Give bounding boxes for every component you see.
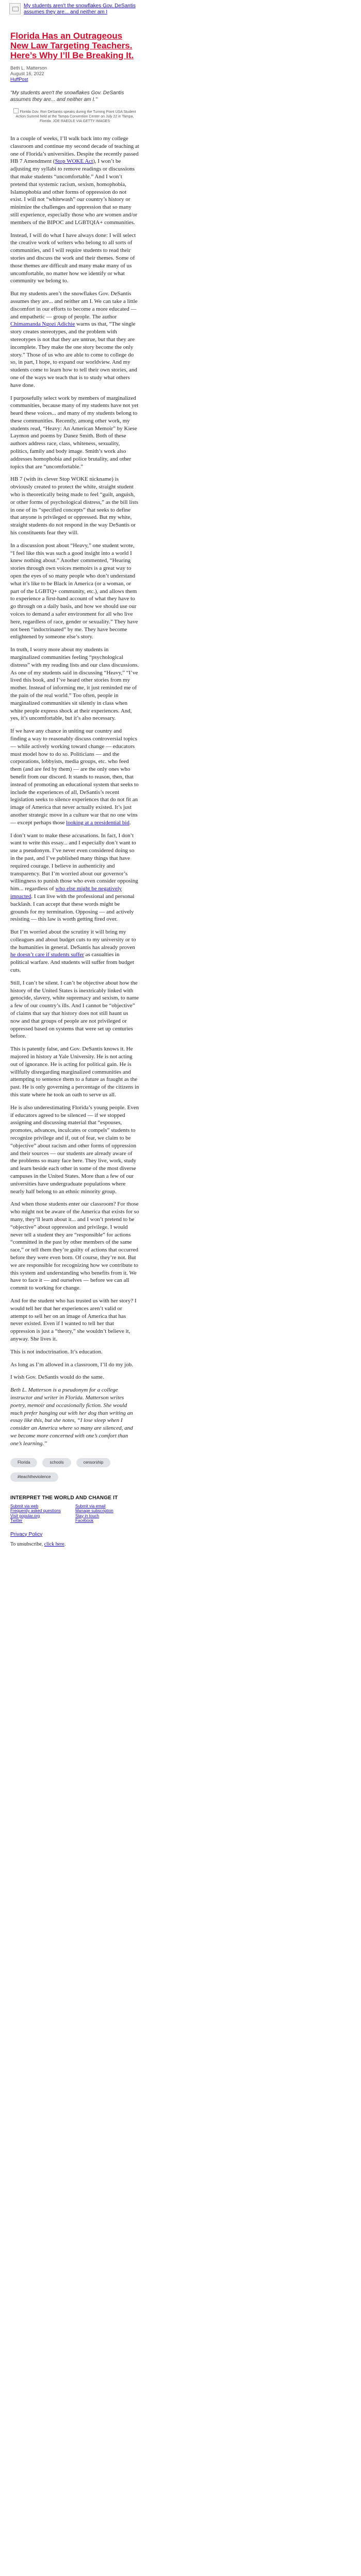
paragraph-text: as casualties in political warfare. And students will suffer from budget cuts.: [10, 952, 134, 974]
unsubscribe-line: [10, 1541, 361, 1547]
inline-link[interactable]: looking at a presidential bid: [66, 819, 129, 826]
article-lede: "My students aren't the snowflakes Gov. DeSantis assumes they are... and neither am I.": [10, 90, 124, 103]
paragraph-text: I wish Gov. DeSantis would do the same.: [10, 1374, 104, 1381]
paragraph-text: This is not indoctrination. It’s education.: [10, 1348, 103, 1355]
article-paragraph: [10, 1104, 139, 1196]
unsubscribe-link[interactable]: click here: [44, 1541, 64, 1547]
tag-pill[interactable]: schools: [42, 1458, 71, 1467]
article-paragraph: [10, 727, 139, 826]
tag-pill[interactable]: censorship: [76, 1458, 111, 1467]
photo-caption-text: Florida Gov. Ron DeSantis speaks during the Turning Point USA Student Action Summit held at the Tampa Convention Center on July 22 in Tampa, Florida. JOE RAEDLE VIA GETTY IMAGES: [15, 110, 136, 123]
paragraph-text: Still, I can’t be silent. I can’t be objective about how the history of the United States is inextricably linked with genocide, slavery, white supremacy and sexism, to name a few of our country’s ills. And I cannot be “objective” of claims that say that history does not still haunt us now and that groups of people are not privileged or oppressed based on systems that were set up centuries before.: [10, 979, 139, 1040]
headline-link[interactable]: My students aren't the snowflakes Gov. DeSantis assumes they are... and neither am I: [24, 3, 136, 15]
article-paragraph: [10, 979, 139, 1040]
paragraph-text: .: [129, 819, 131, 826]
unsubscribe-prefix: To unsubscribe,: [10, 1541, 44, 1547]
paragraph-text: And when those students enter our classroom? For those who might not be aware of the America that exists for so many, they’ll learn about it... and I won’t pretend to be “objective” about oppression and privilege. I would never tell a student they are “responsible” for actions “committed in the past by other members of the same race,” or tell them they’re guilty of actions that occurred before they were even born. Of course, they’re not. But we are responsible for recognizing how we contribute to this system and understanding who benefits from it. We have to face it — and ourselves — before we can all commit to working for change.: [10, 1201, 139, 1292]
paragraph-text: This is patently false, and Gov. DeSantis knows it. He majored in history at Yale University. He is not acting out of ignorance. He is acting for political gain. He is willfully disregarding marginalized communities and attempting to sentence them to a future as fraught as the past. He is only governing a percentage of the citizens in this state where he took an oath to serve us all.: [10, 1046, 139, 1098]
broken-image-icon: [13, 108, 19, 113]
paragraph-text: I don’t want to make these accusations. In fact, I don’t want to write this essay... and I especially don’t want to use a pseudonym. I’ve never even considered doing so in the past, and I’ve published many things that have required courage. I believe in authenticity and transparency. But I’m worried about our governor’s willingness to punish those who even consider opposing him... regardless of: [10, 832, 138, 892]
author-name: Beth L. Matterson: [10, 65, 47, 71]
article-paragraph: [10, 1348, 139, 1356]
footer-link[interactable]: Submit via web: [10, 1503, 39, 1509]
privacy-policy-link[interactable]: Privacy Policy: [10, 1531, 43, 1537]
footer-link[interactable]: Stay in touch: [75, 1513, 100, 1518]
article-paragraph: [10, 232, 139, 285]
footer-link[interactable]: Visit popular.org: [10, 1513, 40, 1518]
publish-date: August 16, 2022: [10, 71, 44, 76]
paragraph-text: In truth, I worry more about my students in marginalized communities feeling “psychological distress” with my reading lists and our class discussions. As one of my students said in discussing “Heavy,” “I’ve lived this book, and I’ve heard other stories from my mother. Instead of informing me, it just reminded me of the pain of the real world.” Too often, people in marginalized communities sit silently in class when white people express shock at their experiences. And, yes, it’s uncomfortable, but it’s also necessary.: [10, 647, 139, 722]
paragraph-text: In a couple of weeks, I’ll walk back into my college classroom and continue my second decade of teaching at one of Florida’s universities. Despite the recently passed HB 7 Amendment (: [10, 135, 139, 165]
tag-pill[interactable]: #teachtheviolence: [10, 1472, 58, 1482]
article-body: [10, 135, 139, 1381]
author-bio: Beth L. Matterson is a pseudonym for a college instructor and writer in Florida. Matterson writes poetry, memoir and occasionally fiction. She would much prefer hanging out with her dog than writing an essay like this, but she notes, “I lose sleep when I consider an America where so many are silenced, and we become more concerned with one’s comfort than one’s learning.”: [10, 1387, 133, 1447]
paragraph-text: But I’m worried about the scrutiny it will bring my colleagues and about budget cuts to my university or to the humanities in general. DeSantis has already proven: [10, 929, 136, 951]
footer-link[interactable]: Manage subscription: [75, 1509, 113, 1513]
photo-caption: [10, 108, 139, 124]
article-paragraph: [10, 395, 139, 471]
footer-link[interactable]: Frequently asked questions: [10, 1509, 61, 1513]
paragraph-text: HB 7 (with its clever Stop WOKE nickname) is obviously created to protect the white, straight student who is theoretically being made to feel “guilt, anguish, or other forms of psychological distress,” as the bill lists in one of its “specified concepts” that seeks to define that anyone is privileged or oppressed. But my white, straight students do not respond in the way DeSantis or his constituents fear they will.: [10, 476, 139, 536]
footer-heading: INTERPRET THE WORLD AND CHANGE IT: [10, 1495, 118, 1501]
article-paragraph: [10, 542, 139, 641]
source-link[interactable]: HuffPost: [10, 77, 28, 82]
paragraph-text: ), I won’t be adjusting my syllabi to remove readings or discussions that make students “uncomfortable.” And I won’t pretend that systemic racism, sexism, homophobia, Islamophobia and other forms of oppression do not exist. I will not “whitewash” our country’s history or minimize the challenges and oppression that so many still experience, especially those who are women and/or members of the BIPOC and LGBTQIA+ communities.: [10, 158, 138, 226]
inline-link[interactable]: Stop WOKE Act: [55, 158, 93, 165]
paragraph-text: If we have any chance in uniting our country and finding a way to reasonably discuss controversial topics — while actively working toward change — educators must model how to do so. Politicians — and the corporations, lobbyists, media groups, etc. who feed them (and are fed by them) — are the only ones who benefit from our discord. It stands to reason, then, that instead of promoting an educational system that seeks to include the experiences of all, DeSantis’s recent legislation seeks to silence experiences that do not fit an image of America that never actually existed. It’s just another strategic move in a culture war that no one wins — except perhaps those: [10, 728, 139, 826]
paragraph-text: But my students aren’t the snowflakes Gov. DeSantis assumes they are... and neither am I. We can take a little discomfort in our efforts to become a more educated — and empathetic — group of people. The author: [10, 291, 138, 320]
paragraph-text: I purposefully select work by members of marginalized communities, because many of my students have not yet heard these voices... and many of my students belong to these communities. Recently, among other work, my students read, “Heavy: An American Memoir” by Kiese Laymon and poems by Danez Smith. Both of these authors address race, class, whiteness, sexuality, politics, family and body image. Smith’s work also addresses homophobia and police brutality, and other topics that are “uncomfortable.”: [10, 395, 139, 470]
paragraph-text: Instead, I will do what I have always done: I will select the creative work of writers who belong to all sorts of communities, and I will require students to read their stories and discuss the work and their themes. Some of those themes are difficult and many make many of us uncomfortable, no matter how we identify or what community we belong to.: [10, 232, 136, 284]
article-paragraph: [10, 1361, 139, 1369]
paragraph-text: As long as I’m allowed in a classroom, I’ll do my job.: [10, 1361, 133, 1368]
byline: [10, 65, 139, 82]
inline-link[interactable]: who else might be negatively impacted: [10, 886, 122, 900]
footer-link[interactable]: Twitter: [10, 1518, 23, 1523]
image-placeholder-icon: [9, 3, 21, 14]
tag-list: [10, 1457, 134, 1486]
article-title[interactable]: Florida Has an Outrageous New Law Targeting Teachers. Here’s Why I’ll Be Breaking It.: [10, 31, 134, 60]
email-header: [0, 0, 361, 31]
inline-link[interactable]: Chimamanda Ngozi Adichie: [10, 321, 75, 328]
footer-link[interactable]: Facebook: [75, 1518, 94, 1523]
paragraph-text: In a discussion post about “Heavy,” one student wrote, “I feel like this was such a good insight into a world I knew nothing about.” Another commented, “Hearing stories through own voices memoirs is a great way to open the eyes of so many people who don’t understand what it’s like to be Black in America (or a woman, or part of the LGBTQ+ community, etc.), and allows them to experience a first-hand account of what they have to go through on a daily basis, and how we should use our voices to demand a safer environment for all who live here, regardless of race, gender or sexuality.” They have not been “indoctrinated” by me. They have become enlightened by someone else’s story.: [10, 542, 138, 640]
article-paragraph: [10, 1200, 139, 1292]
article-paragraph: [10, 1045, 139, 1099]
article-paragraph: [10, 646, 139, 722]
footer-links: [10, 1504, 134, 1523]
article: [10, 31, 139, 1486]
footer: [10, 1495, 134, 1523]
article-paragraph: [10, 476, 139, 536]
footer-link[interactable]: Submit via email: [75, 1503, 106, 1509]
paragraph-text: warns us that, “The single story creates stereotypes, and the problem with stereotypes is not that they are untrue, but that they are incomplete. They make the one story become the only story.” Those of us who are able to come to college do so, in part, I hope, to expand our worldview. And my students come to learn how to tell their own stories, and one of the ways we teach that is to study what others have done.: [10, 321, 137, 388]
unsubscribe-suffix: .: [64, 1541, 66, 1547]
inline-link[interactable]: he doesn’t care if students suffer: [10, 952, 84, 958]
article-paragraph: [10, 1374, 139, 1381]
article-paragraph: [10, 135, 139, 227]
tag-pill[interactable]: Florida: [10, 1458, 37, 1467]
article-paragraph: [10, 928, 139, 974]
article-paragraph: [10, 290, 139, 389]
paragraph-text: . I can live with the professional and personal backlash. I can accept that these words might be grounds for my termination. Opposing — and actively resisting — this law is worth getting fired over.: [10, 893, 135, 923]
paragraph-text: And for the student who has trusted us with her story? I would tell her that her experiences aren’t valid or attempt to sell her on an image of America that has never existed. Even if I wanted to tell her that oppression is just a “theory,” she wouldn’t believe it, anyway. She lives it.: [10, 1297, 137, 1342]
article-paragraph: [10, 1297, 139, 1343]
article-paragraph: [10, 832, 139, 924]
paragraph-text: He is also underestimating Florida’s young people. Even if educators agreed to be silenced — if we stopped assigning and discussing material that “espouses, promotes, advances, inculcates or compels” students to recognize privilege and if, out of fear, we claim to be “objective” about racism and other forms of oppression and their sources — our students are already aware of the problems so many face here. They live, work, study and learn beside each other in some of the most diverse campuses in the United States. More than a few of our universities have undergraduate populations where nearly half belong to an ethnic minority group.: [10, 1104, 139, 1195]
